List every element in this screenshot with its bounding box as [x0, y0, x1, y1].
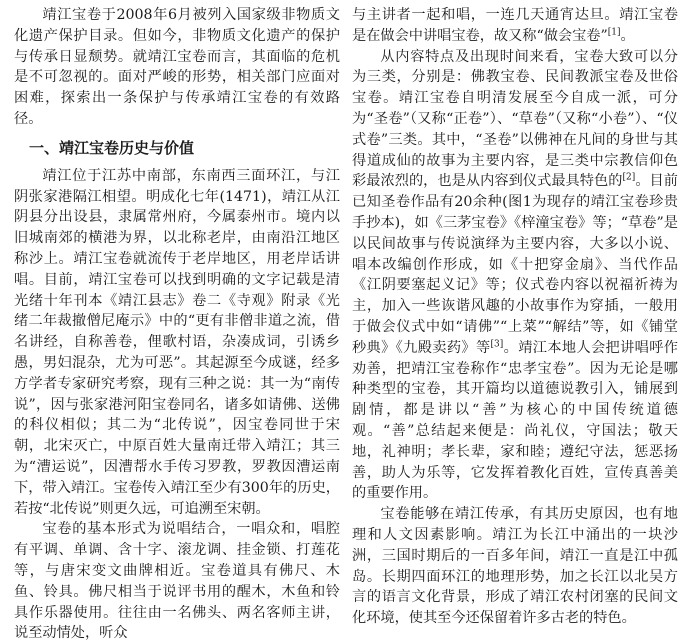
- form-paragraph-continued: [352, 5, 678, 47]
- form-paragraph: 宝卷的基本形式为说唱结合，一唱众和，唱腔有平调、单调、含十字、滚龙调、挂金锁、打莲花等，与唐宋变文曲牌相近。宝卷道具有佛尺、木鱼、铃具。佛尺相当于说评书用的醒木，木鱼和铃具作乐器使用。往往由一名佛头、两名客师主讲，说至动情处，听众: [14, 521, 340, 642]
- classification-paragraph: [352, 47, 678, 505]
- right-column: [352, 5, 678, 629]
- left-column: [14, 5, 340, 644]
- history-paragraph: 靖江位于江苏中南部，东南西三面环江，与江阴张家港隔江相望。明成化七年(1471)，靖江从江阴县分出设县，隶属常州府，今属泰州市。境内以旧城南郊的横港为界，以北称老岸，由南沿江地区称沙上。靖江宝卷就流传于老岸地区，用老岸话讲唱。目前，靖江宝卷可以找到明确的文字记载是清光绪十年刊本《靖江县志》卷二《寺观》附录《光绪二年裁撤僧尼庵示》中的“更有非僧非道之流，借名讲经，自称善卷，俚歌村语，杂凑成词，引诱乡愚，男妇混杂，尤为可恶”。其起源至今成谜，经多方学者专家研究考察，现有三种之说：其一为“南传说”，因与张家港河阳宝卷同名，诸多如请佛、送佛的科仪相似；其二为“北传说”，因宝卷同世于宋朝，北宋灭亡，中原百姓大量南迁带入靖江；其三为“漕运说”，因漕帮水手传习罗教，罗教因漕运南下，带入靖江。宝卷传入靖江至少有300年的历史，若按“北传说”则更久远，可追溯至宋朝。: [14, 167, 340, 517]
- form-paragraph-continued-text: 与主讲者一起和唱，一连几天通宵达旦。靖江宝卷是在做会中讲唱宝卷，故又称“做会宝卷”: [352, 7, 678, 44]
- classification-text-b: 。目前已知圣卷作品有20余种(图1为现存的靖江宝卷珍贵手抄本)，如《三茅宝卷》《梓潼宝卷》等；“草卷”是以民间故事与传说演绎为主要内容，大多以小说、唱本改编创作形成，如《十把穿金扇》、当代作品《江阴要塞起义记》等；仪式卷内容以祝福祈祷为主，加入一些诙谐风趣的小故事作为穿插，一般用于做会仪式中如“请佛”“上菜”“解结”等，如《铺堂秒典》《九殿卖药》等: [352, 173, 678, 356]
- geography-paragraph: 宝卷能够在靖江传承，有其历史原因，也有地理和人文因素影响。靖江为长江中涌出的一块沙洲，三国时期后的一百多年间，靖江一直是江中孤岛。长期四面环江的地理形势，加之长江以北吴方言的语言文化背景，形成了靖江农村闭塞的民间文化环境，使其至今还保留着许多古老的特色。: [352, 506, 678, 627]
- section-heading: 一、靖江宝卷历史与价值: [29, 138, 195, 157]
- classification-text-c: 。靖江本地人会把讲唱呼作劝善，把靖江宝卷称作“忠孝宝卷”。因为无论是哪种类型的宝卷，其开篇均以道德说教引入，铺展到剧情，都是讲以“善”为核心的中国传统道德观。“善”总结起来便是：尚礼仪，守国法；敬天地，礼神明；孝长辈，家和睦；遵纪守法，惩恶扬善，助人为乐等，它发挥着教化百姓，宣传真善美的重要作用。: [352, 339, 678, 502]
- citation-ref-1[interactable]: [1]: [607, 27, 621, 38]
- classification-text-a: 从内容特点及出现时间来看，宝卷大致可以分为三类，分别是：佛教宝卷、民间教派宝卷及世俗宝卷。靖江宝卷自明清发展至今自成一派，可分为“圣卷”（又称“正卷”）、“草卷”（又称“小卷”）、“仪式卷”三类。其中，“圣卷”以佛神在凡间的身世与其得道成仙的故事为主要内容，是三类中宗教信仰色彩最浓烈的，也是从内容到仪式最具特色的: [352, 48, 678, 190]
- intro-paragraph: 靖江宝卷于2008年6月被列入国家级非物质文化遗产保护目录。但如今，非物质文化遗产的保护与传承日显颓势。就靖江宝卷而言，其面临的危机是不可忽视的。面对严峻的形势，相关部门应面对困难，探索出一条保护与传承靖江宝卷的有效路径。: [14, 7, 340, 127]
- citation-ref-3[interactable]: [3]: [490, 339, 504, 350]
- form-paragraph-continued-end: 。: [620, 27, 635, 44]
- citation-ref-2[interactable]: [2]: [622, 172, 636, 183]
